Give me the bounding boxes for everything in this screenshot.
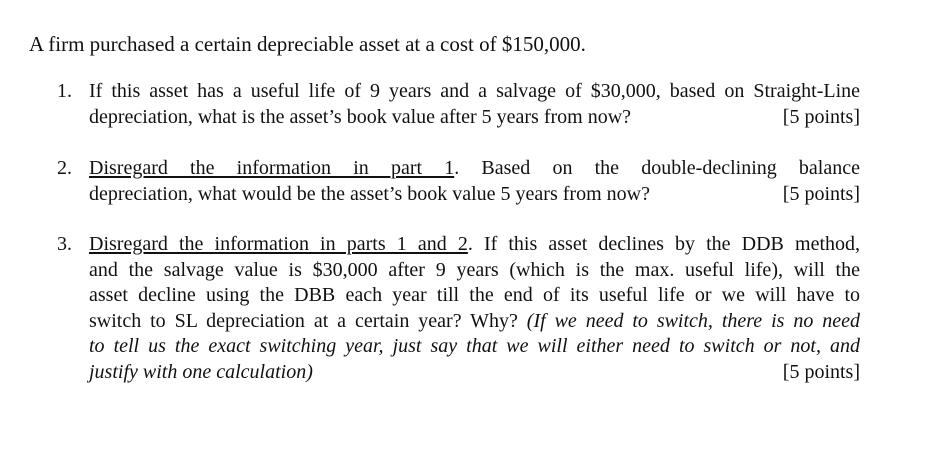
problem-intro: A firm purchased a certain depreciable asset at a cost of $150,000. — [29, 32, 586, 56]
question-last-line — [89, 105, 860, 131]
question-text-line: depreciation, what is the asset’s book value after 5 years from now? — [89, 105, 632, 128]
question-number: 2. — [57, 157, 72, 179]
question-last-line — [89, 360, 860, 386]
underlined-instruction: Disregard the information in part 1 — [89, 157, 455, 179]
italic-note-fragment: (If we need to switch, there is no need — [526, 309, 861, 332]
question-number: 3. — [57, 233, 72, 255]
points-label: [5 points] — [782, 182, 860, 205]
question-body — [89, 232, 860, 385]
question-text-line: and the salvage value is $30,000 after 9 years (which is the max. useful life), will the — [89, 258, 860, 281]
underlined-instruction: Disregard the information in parts 1 and 2 — [89, 233, 468, 255]
question-text-line: If this asset has a useful life of 9 years and a salvage of $30,000, based on Straight-Line — [89, 80, 860, 102]
question-text-fragment: . Based on the double-declining balance — [454, 157, 860, 179]
italic-note-line: justify with one calculation) — [89, 360, 313, 383]
points-label: [5 points] — [782, 105, 860, 128]
question-text-line: asset decline using the DBB each year till the end of its useful life or we will have to — [89, 284, 860, 306]
question-mixed-line — [89, 309, 860, 335]
question-text-fragment: switch to SL depreciation at a certain year? Why? — [89, 309, 527, 332]
question-body — [89, 156, 860, 207]
question-first-line — [89, 156, 860, 182]
question-body — [89, 79, 860, 130]
question-text-fragment: . If this asset declines by the DDB method, — [467, 233, 860, 255]
question-first-line — [89, 232, 860, 258]
points-label: [5 points] — [782, 360, 860, 383]
question-number: 1. — [57, 80, 72, 102]
italic-note-line: to tell us the exact switching year, just say that we will either need to switch or not, and — [89, 335, 860, 357]
question-last-line — [89, 182, 860, 208]
question-text-line: depreciation, what would be the asset’s book value 5 years from now? — [89, 182, 650, 205]
